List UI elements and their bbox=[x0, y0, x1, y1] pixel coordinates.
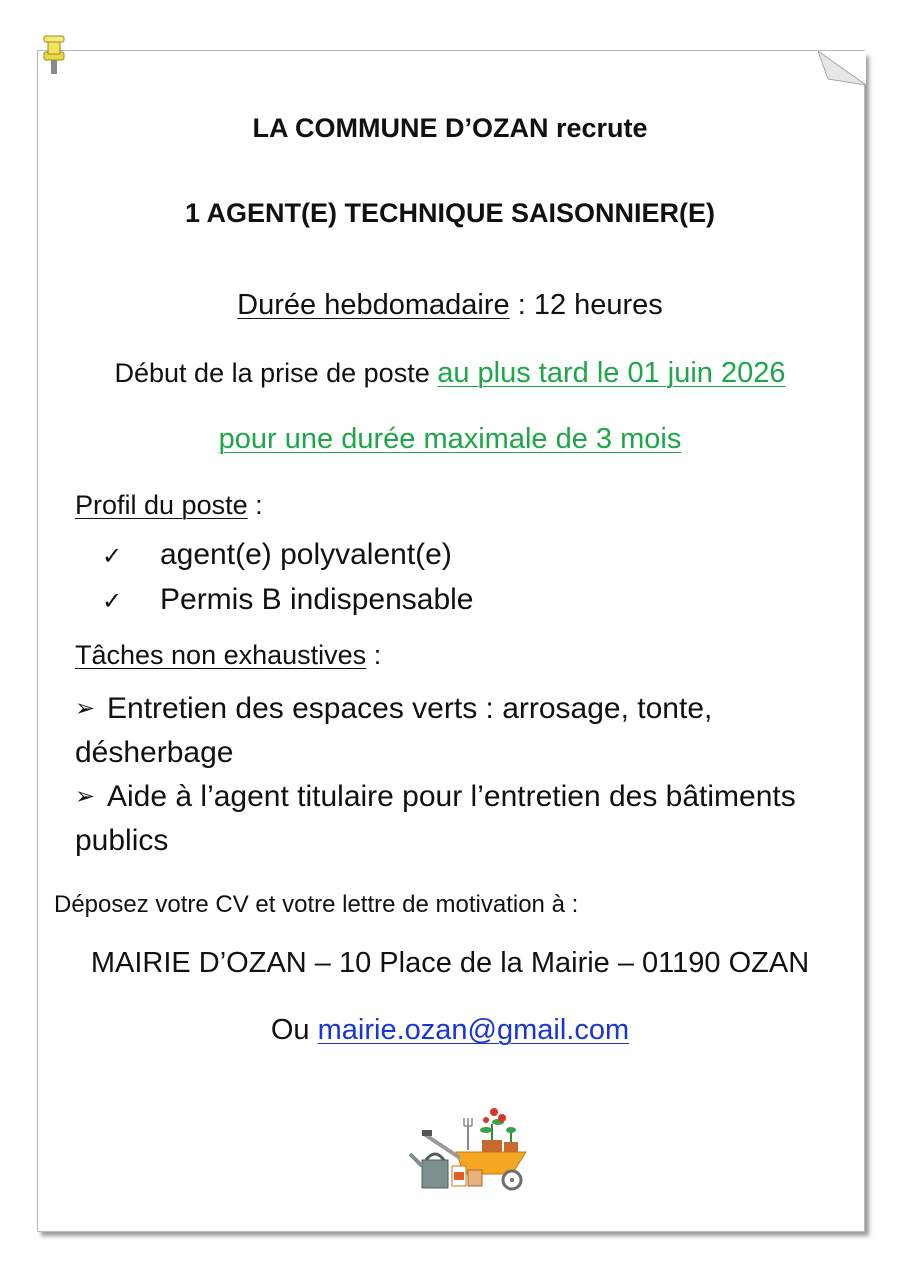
pushpin-icon bbox=[38, 34, 70, 78]
profile-item bbox=[102, 583, 474, 617]
email-line bbox=[0, 1014, 900, 1047]
start-date bbox=[0, 357, 900, 390]
weekly-hours-label: Durée hebdomadaire bbox=[237, 289, 510, 321]
contract-duration bbox=[0, 423, 900, 456]
profile-heading-colon: : bbox=[247, 490, 263, 520]
contract-duration-text: pour une durée maximale de 3 mois bbox=[218, 423, 682, 455]
task-item bbox=[75, 686, 805, 775]
garden-wheelbarrow-icon bbox=[408, 1102, 532, 1194]
task-item-text: Entretien des espaces verts : arrosage, tonte, désherbage bbox=[75, 692, 713, 769]
profile-heading bbox=[75, 490, 263, 521]
arrow-bullet-icon: ➢ bbox=[75, 782, 96, 810]
mairie-address: MAIRIE D’OZAN – 10 Place de la Mairie – 01190 OZAN bbox=[90, 947, 810, 979]
folded-corner-icon bbox=[818, 49, 866, 85]
profile-item bbox=[102, 538, 452, 572]
tasks-heading bbox=[75, 640, 381, 671]
tasks-heading-label: Tâches non exhaustives bbox=[75, 640, 367, 670]
job-title: 1 AGENT(E) TECHNIQUE SAISONNIER(E) bbox=[184, 198, 716, 228]
weekly-hours-value: 12 heures bbox=[533, 289, 663, 321]
apply-instructions: Déposez votre CV et votre lettre de motivation à : bbox=[54, 891, 579, 918]
profile-item-text: agent(e) polyvalent(e) bbox=[160, 538, 452, 571]
profile-heading-label: Profil du poste bbox=[75, 490, 248, 520]
start-date-prefix: Début de la prise de poste bbox=[114, 358, 438, 388]
task-item bbox=[75, 774, 805, 863]
check-icon: ✓ bbox=[102, 542, 123, 570]
poster-title: LA COMMUNE D’OZAN recrute bbox=[252, 113, 648, 143]
weekly-hours-separator: : bbox=[509, 289, 534, 321]
email-prefix: Ou bbox=[270, 1014, 318, 1046]
weekly-hours bbox=[0, 289, 900, 322]
tasks-heading-colon: : bbox=[366, 640, 382, 670]
profile-item-text: Permis B indispensable bbox=[160, 583, 474, 616]
check-icon: ✓ bbox=[102, 587, 123, 615]
task-item-text: Aide à l’agent titulaire pour l’entretien des bâtiments publics bbox=[75, 780, 796, 857]
start-date-highlight: au plus tard le 01 juin 2026 bbox=[437, 357, 786, 389]
email-link[interactable]: mairie.ozan@gmail.com bbox=[317, 1014, 630, 1046]
arrow-bullet-icon: ➢ bbox=[75, 694, 96, 722]
